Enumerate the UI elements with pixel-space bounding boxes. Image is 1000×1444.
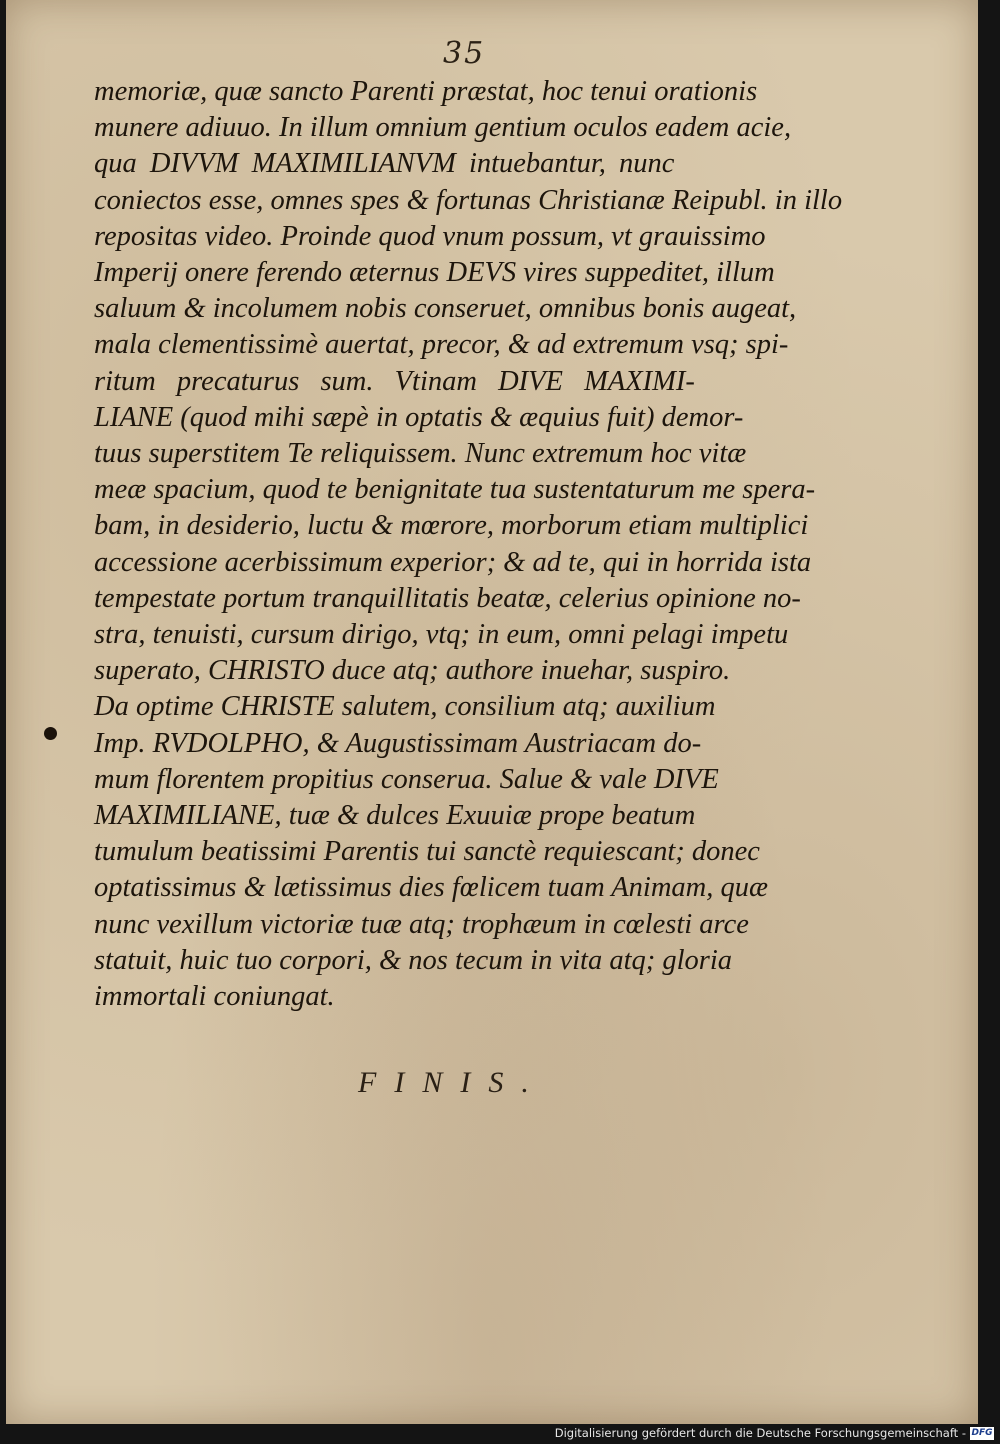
text-line: meæ spacium, quod te benignitate tua sustentaturum me spera- [94, 474, 816, 506]
text-line: stra, tenuisti, cursum dirigo, vtq; in eum, omni pelagi impetu [94, 619, 789, 651]
page-number: 35 [443, 36, 486, 71]
text-line: Imperij onere ferendo æternus DEVS vires suppeditet, illum [94, 257, 775, 289]
text-line: optatissimus & lætissimus dies fœlicem tuam Animam, quæ [94, 872, 769, 904]
text-line: ritum precaturus sum. Vtinam DIVE MAXIMI- [94, 365, 695, 397]
text-line: saluum & incolumem nobis conseruet, omnibus bonis augeat, [94, 293, 797, 325]
text-line: memoriæ, quæ sancto Parenti præstat, hoc tenui orationis [94, 76, 758, 107]
text-line: coniectos esse, omnes spes & fortunas Christianæ Reipubl. in illo [94, 184, 843, 216]
body-text [94, 74, 854, 1015]
footer-bar [0, 1424, 1000, 1444]
text-line: repositas video. Proinde quod vnum possum, vt grauissimo [94, 220, 766, 252]
text-line: tempestate portum tranquillitatis beatæ, celerius opinione no- [94, 582, 801, 614]
text-line: qua DIVVM MAXIMILIANVM intuebantur, nunc [94, 148, 675, 180]
text-line: bam, in desiderio, luctu & mœrore, morborum etiam multiplici [94, 510, 809, 542]
text-line: immortali coniungat. [94, 981, 335, 1013]
text-line: mum florentem propitius conserua. Salue & vale DIVE [94, 763, 719, 795]
ink-blot [44, 727, 57, 740]
text-line: MAXIMILIANE, tuæ & dulces Exuuiæ prope beatum [94, 800, 696, 832]
text-line: Da optime CHRISTE salutem, consilium atq; auxilium [94, 691, 716, 723]
text-line: tumulum beatissimi Parentis tui sanctè requiescant; donec [94, 836, 760, 868]
text-line: nunc vexillum victoriæ tuæ atq; trophæum in cœlesti arce [94, 908, 749, 940]
finis-heading: FINIS. [358, 1066, 547, 1099]
text-line: tuus superstitem Te reliquissem. Nunc extremum hoc vitæ [94, 438, 747, 470]
scanned-page [6, 0, 978, 1424]
text-line: superato, CHRISTO duce atq; authore inuehar, suspiro. [94, 655, 731, 687]
text-line: accessione acerbissimum experior; & ad te, qui in horrida ista [94, 546, 812, 578]
text-line: munere adiuuo. In illum omnium gentium oculos eadem acie, [94, 112, 792, 144]
dfg-logo: DFG [971, 1428, 993, 1438]
text-line: mala clementissimè auertat, precor, & ad extremum vsq; spi- [94, 329, 789, 361]
text-line: statuit, huic tuo corpori, & nos tecum in vita atq; gloria [94, 944, 733, 976]
text-line: Imp. RVDOLPHO, & Augustissimam Austriacam do- [94, 727, 702, 759]
digitization-credit: Digitalisierung gefördert durch die Deutsche Forschungsgemeinschaft - [554, 1426, 966, 1440]
text-line: LIANE (quod mihi sæpè in optatis & æquius fuit) demor- [94, 401, 744, 433]
